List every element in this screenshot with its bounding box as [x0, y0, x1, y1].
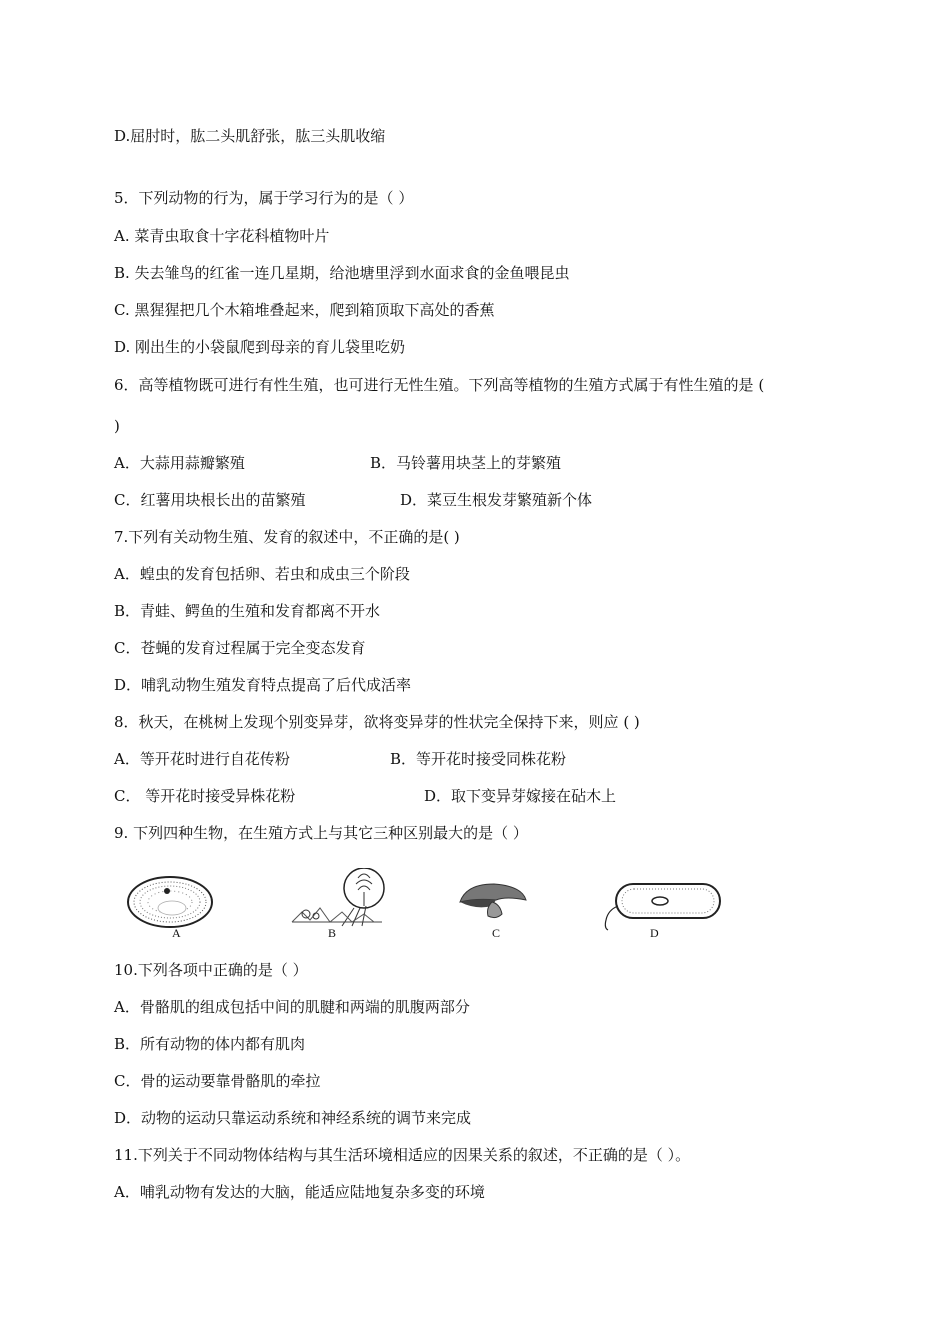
question-10: 10.下列各项中正确的是（ ） — [114, 961, 308, 979]
mushroom-icon — [456, 880, 536, 928]
option-8c: C． 等开花时接受异株花粉 — [114, 787, 296, 805]
question-5: 5．下列动物的行为，属于学习行为的是（ ） — [114, 189, 414, 207]
option-10b: B．所有动物的体内都有肌肉 — [114, 1035, 306, 1053]
option-7c: C．苍蝇的发育过程属于完全变态发育 — [114, 639, 366, 657]
option-5b: B. 失去雏鸟的红雀一连几星期，给池塘里浮到水面求食的金鱼喂昆虫 — [114, 264, 570, 282]
mold-icon — [272, 868, 402, 936]
option-5d: D. 刚出生的小袋鼠爬到母亲的育儿袋里吃奶 — [114, 338, 406, 356]
cell-icon — [126, 874, 216, 934]
organism-figure — [120, 868, 740, 948]
figure-label-b: B — [328, 926, 337, 940]
figure-label-d: D — [650, 926, 659, 940]
question-6-end: ) — [114, 417, 120, 435]
bacterium-icon — [598, 876, 728, 936]
option-7d: D．哺乳动物生殖发育特点提高了后代成活率 — [114, 676, 412, 694]
option-6d: D．菜豆生根发芽繁殖新个体 — [400, 491, 593, 509]
option-10d: D．动物的运动只靠运动系统和神经系统的调节来完成 — [114, 1109, 472, 1127]
option-6a: A．大蒜用蒜瓣繁殖 — [114, 454, 245, 472]
option-7a: A．蝗虫的发育包括卵、若虫和成虫三个阶段 — [114, 565, 410, 583]
option-8d: D．取下变异芽嫁接在砧木上 — [424, 787, 617, 805]
question-8: 8．秋天，在桃树上发现个别变异芽，欲将变异芽的性状完全保持下来，则应 ( ) — [114, 713, 640, 731]
figure-label-a: A — [172, 926, 181, 940]
figure-label-c: C — [492, 926, 501, 940]
option-10a: A．骨骼肌的组成包括中间的肌腱和两端的肌腹两部分 — [114, 998, 470, 1016]
line-d-prev: D.屈肘时，肱二头肌舒张，肱三头肌收缩 — [114, 127, 386, 145]
option-5c: C. 黑猩猩把几个木箱堆叠起来，爬到箱顶取下高处的香蕉 — [114, 301, 495, 319]
option-5a: A. 菜青虫取食十字花科植物叶片 — [114, 227, 330, 245]
option-11a: A．哺乳动物有发达的大脑，能适应陆地复杂多变的环境 — [114, 1183, 485, 1201]
question-6: 6．高等植物既可进行有性生殖，也可进行无性生殖。下列高等植物的生殖方式属于有性生殖的是 ( — [114, 376, 765, 394]
option-6c: C．红薯用块根长出的苗繁殖 — [114, 491, 306, 509]
option-8a: A．等开花时进行自花传粉 — [114, 750, 290, 768]
option-7b: B．青蛙、鳄鱼的生殖和发育都离不开水 — [114, 602, 381, 620]
option-10c: C．骨的运动要靠骨骼肌的牵拉 — [114, 1072, 321, 1090]
option-6b: B．马铃薯用块茎上的芽繁殖 — [370, 454, 562, 472]
question-11: 11.下列关于不同动物体结构与其生活环境相适应的因果关系的叙述，不正确的是（ ）。 — [114, 1146, 691, 1164]
question-7: 7.下列有关动物生殖、发育的叙述中，不正确的是( ) — [114, 528, 460, 546]
option-8b: B．等开花时接受同株花粉 — [390, 750, 567, 768]
question-9: 9. 下列四种生物，在生殖方式上与其它三种区别最大的是（ ） — [114, 824, 528, 842]
